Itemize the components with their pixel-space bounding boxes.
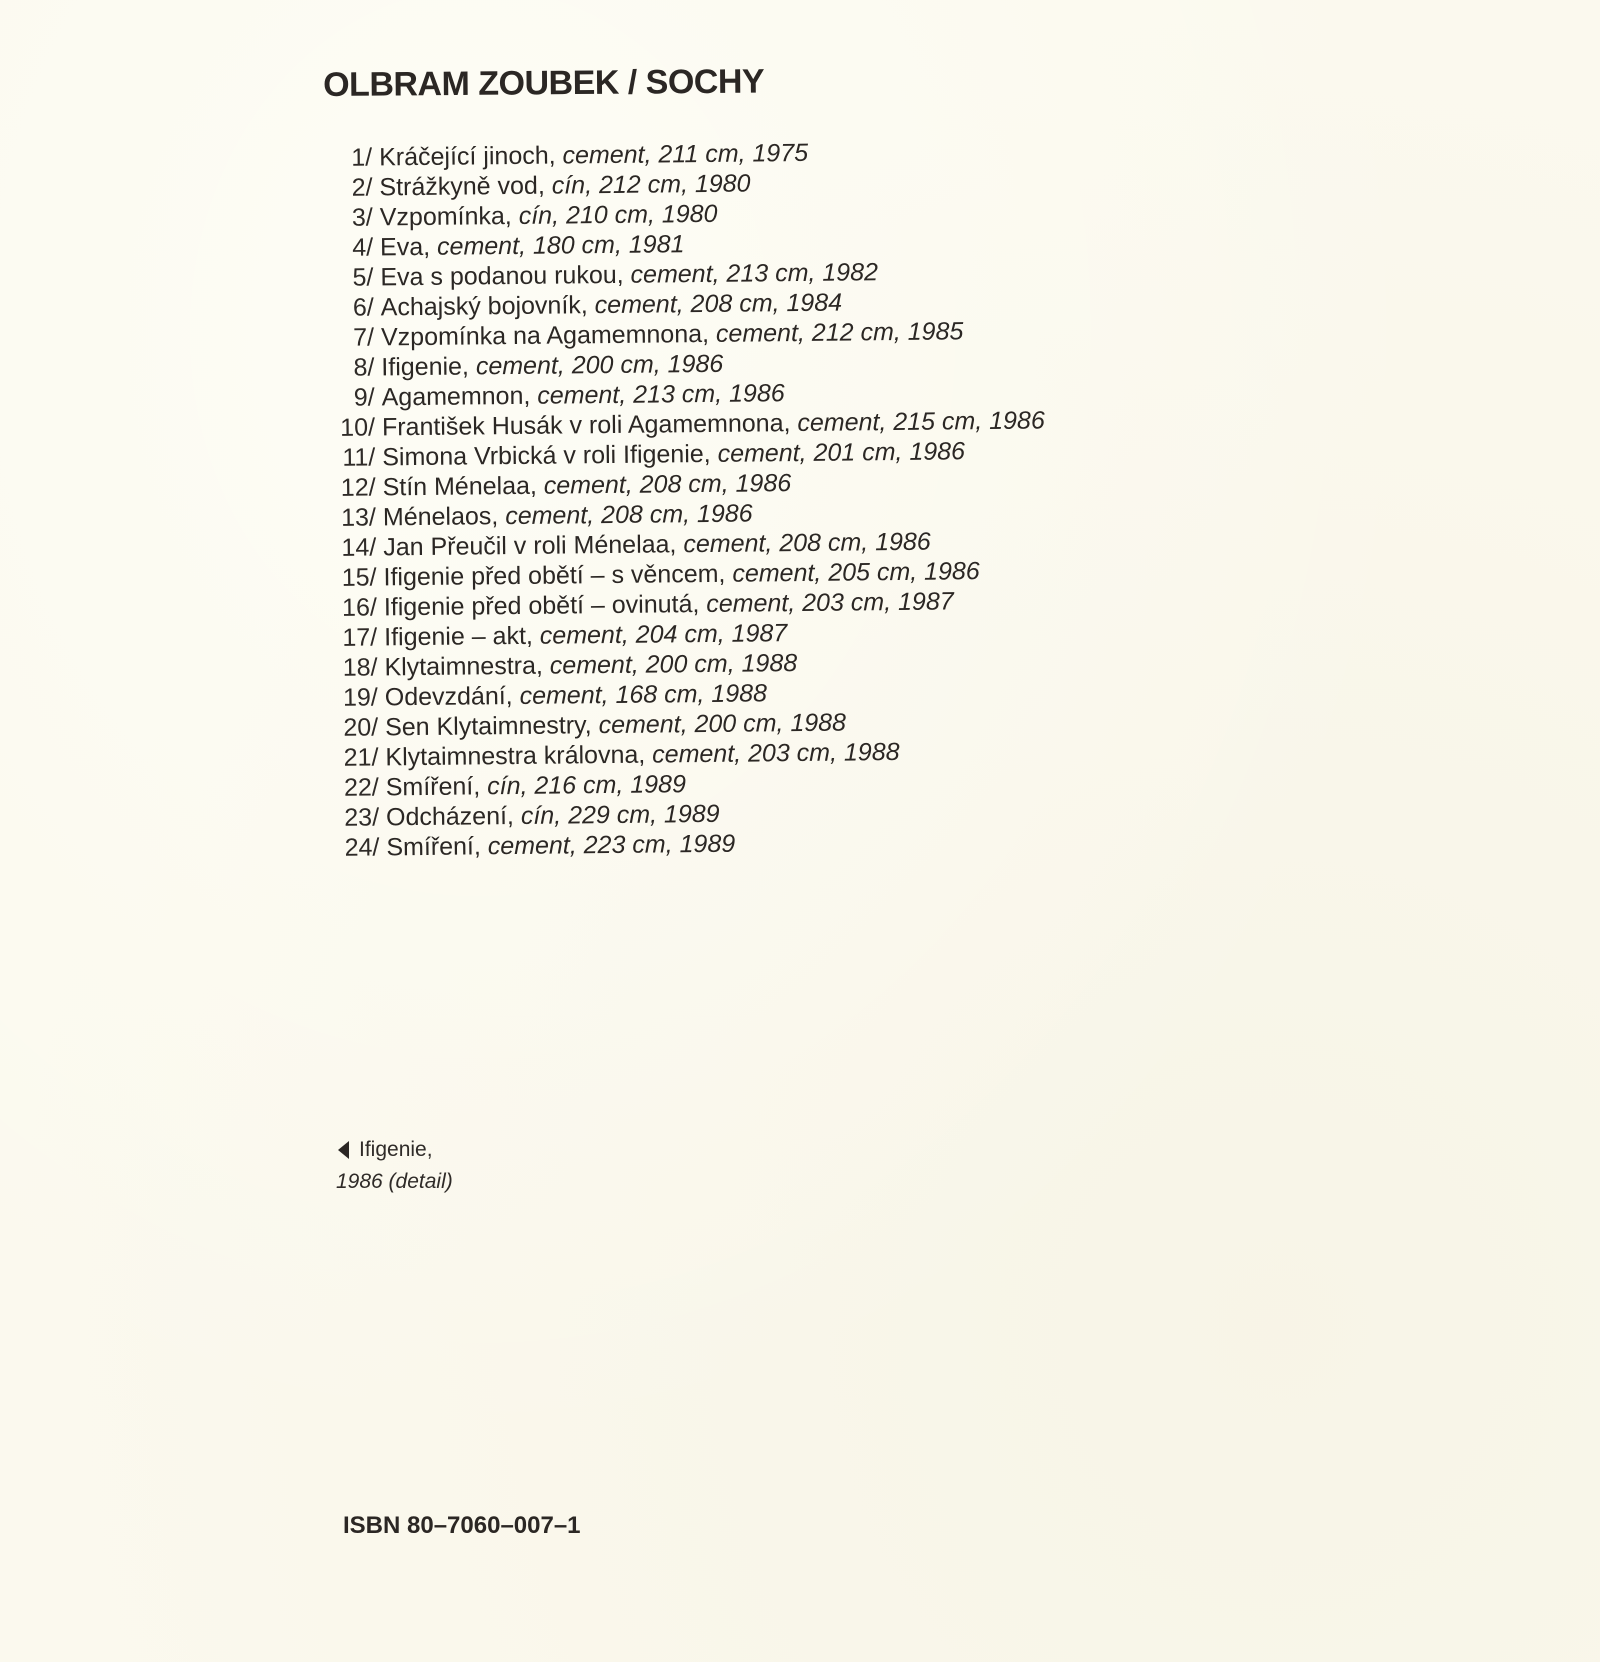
- list-item-details: cement, 213 cm, 1986: [537, 379, 785, 410]
- list-item-title: Vzpomínka,: [379, 202, 512, 232]
- list-item-title: Sen Klytaimnestry,: [384, 711, 592, 742]
- list-item-number: 24/: [344, 833, 380, 862]
- list-item-title: Ifigenie – akt,: [384, 621, 534, 652]
- list-item-number: 3/: [351, 203, 373, 232]
- list-item-title: Strážkyně vod,: [379, 171, 545, 202]
- list-item-title: Smíření,: [386, 832, 482, 862]
- list-item-number: 14/: [341, 533, 377, 562]
- list-item-number: 9/: [353, 383, 375, 412]
- list-item-number: 16/: [341, 593, 378, 622]
- image-caption: [336, 1134, 453, 1198]
- list-item-title: Odcházení,: [385, 802, 515, 832]
- list-item-details: cín, 212 cm, 1980: [551, 169, 751, 200]
- list-item-title: Klytaimnestra,: [384, 651, 544, 682]
- list-item-details: cín, 210 cm, 1980: [518, 199, 718, 230]
- list-item-details: cín, 229 cm, 1989: [520, 799, 720, 830]
- arrow-left-icon: [338, 1141, 349, 1159]
- list-item-title: Eva,: [379, 232, 431, 262]
- list-item-number: 12/: [340, 473, 376, 502]
- list-item-number: 5/: [352, 263, 374, 292]
- list-item-title: Ménelaos,: [382, 502, 499, 532]
- list-item-number: 2/: [351, 173, 373, 202]
- list-item-details: cement, 223 cm, 1989: [487, 829, 736, 861]
- list-item-details: cement, 203 cm, 1987: [706, 587, 954, 618]
- list-item-title: Stín Ménelaa,: [382, 471, 538, 502]
- list-item-details: cement, 204 cm, 1987: [539, 619, 788, 650]
- list-item-title: Vzpomínka na Agamemnona,: [380, 319, 710, 352]
- list-item-details: cement, 203 cm, 1988: [652, 737, 900, 769]
- sculpture-list: [322, 134, 1229, 863]
- list-item-number: 1/: [351, 143, 373, 172]
- list-item-details: cín, 216 cm, 1989: [487, 770, 687, 801]
- list-item-details: cement, 215 cm, 1986: [797, 406, 1045, 438]
- list-item-details: cement, 200 cm, 1988: [598, 708, 847, 740]
- list-item-number: 8/: [353, 353, 375, 382]
- caption-detail: 1986 (detail): [336, 1170, 453, 1193]
- list-item-details: cement, 208 cm, 1986: [505, 499, 753, 531]
- list-item-title: Simona Vrbická v roli Ifigenie,: [382, 439, 711, 472]
- list-item-number: 11/: [342, 443, 376, 472]
- caption-title-row: [336, 1134, 453, 1166]
- list-item-number: 19/: [342, 683, 378, 712]
- list-item-details: cement, 205 cm, 1986: [732, 557, 980, 588]
- list-item-title: Kráčející jinoch,: [379, 141, 556, 172]
- caption-title: Ifigenie,: [359, 1138, 433, 1161]
- list-item-details: cement, 208 cm, 1986: [543, 469, 792, 500]
- list-item-number: 18/: [342, 653, 378, 682]
- list-item-title: Achajský bojovník,: [380, 291, 588, 322]
- list-item-details: cement, 180 cm, 1981: [436, 230, 685, 261]
- list-item-title: Agamemnon,: [381, 381, 531, 412]
- list-item-number: 20/: [343, 713, 379, 742]
- list-item-title: Klytaimnestra královna,: [385, 740, 646, 772]
- list-item-details: cement, 201 cm, 1986: [717, 437, 966, 468]
- list-item-title: Ifigenie před obětí – s věncem,: [383, 559, 726, 592]
- list-item-details: cement, 200 cm, 1988: [549, 649, 798, 680]
- list-item-title: Smíření,: [385, 772, 481, 802]
- list-item-number: 23/: [344, 803, 380, 832]
- list-item-number: 21/: [343, 743, 379, 772]
- list-item-details: cement, 211 cm, 1975: [562, 138, 809, 170]
- list-item-details: cement, 213 cm, 1982: [630, 258, 879, 289]
- list-item-details: cement, 200 cm, 1986: [475, 349, 724, 381]
- list-item-details: cement, 168 cm, 1988: [519, 679, 768, 710]
- list-item-title: Ifigenie,: [381, 352, 470, 382]
- list-item-number: 15/: [341, 563, 377, 592]
- list-item-number: 22/: [343, 773, 379, 802]
- list-item-title: Ifigenie před obětí – ovinutá,: [383, 590, 700, 622]
- list-item-details: cement, 212 cm, 1985: [715, 317, 964, 348]
- list-item-title: Odevzdání,: [384, 682, 513, 712]
- list-item-number: 10/: [340, 413, 376, 442]
- list-item-title: František Husák v roli Agamemnona,: [381, 409, 791, 442]
- list-item-number: 6/: [352, 293, 374, 322]
- isbn: ISBN 80–7060–007–1: [343, 1512, 581, 1539]
- list-item-title: Jan Přeučil v roli Ménelaa,: [383, 530, 677, 562]
- list-item-details: cement, 208 cm, 1984: [594, 288, 843, 320]
- list-item-number: 4/: [352, 233, 374, 262]
- list-item-title: Eva s podanou rukou,: [380, 260, 624, 292]
- list-item-details: cement, 208 cm, 1986: [683, 527, 931, 559]
- list-item-number: 13/: [341, 503, 377, 532]
- list-item-number: 17/: [342, 623, 378, 652]
- page-title: OLBRAM ZOUBEK / SOCHY: [323, 62, 765, 104]
- list-item-number: 7/: [353, 323, 375, 352]
